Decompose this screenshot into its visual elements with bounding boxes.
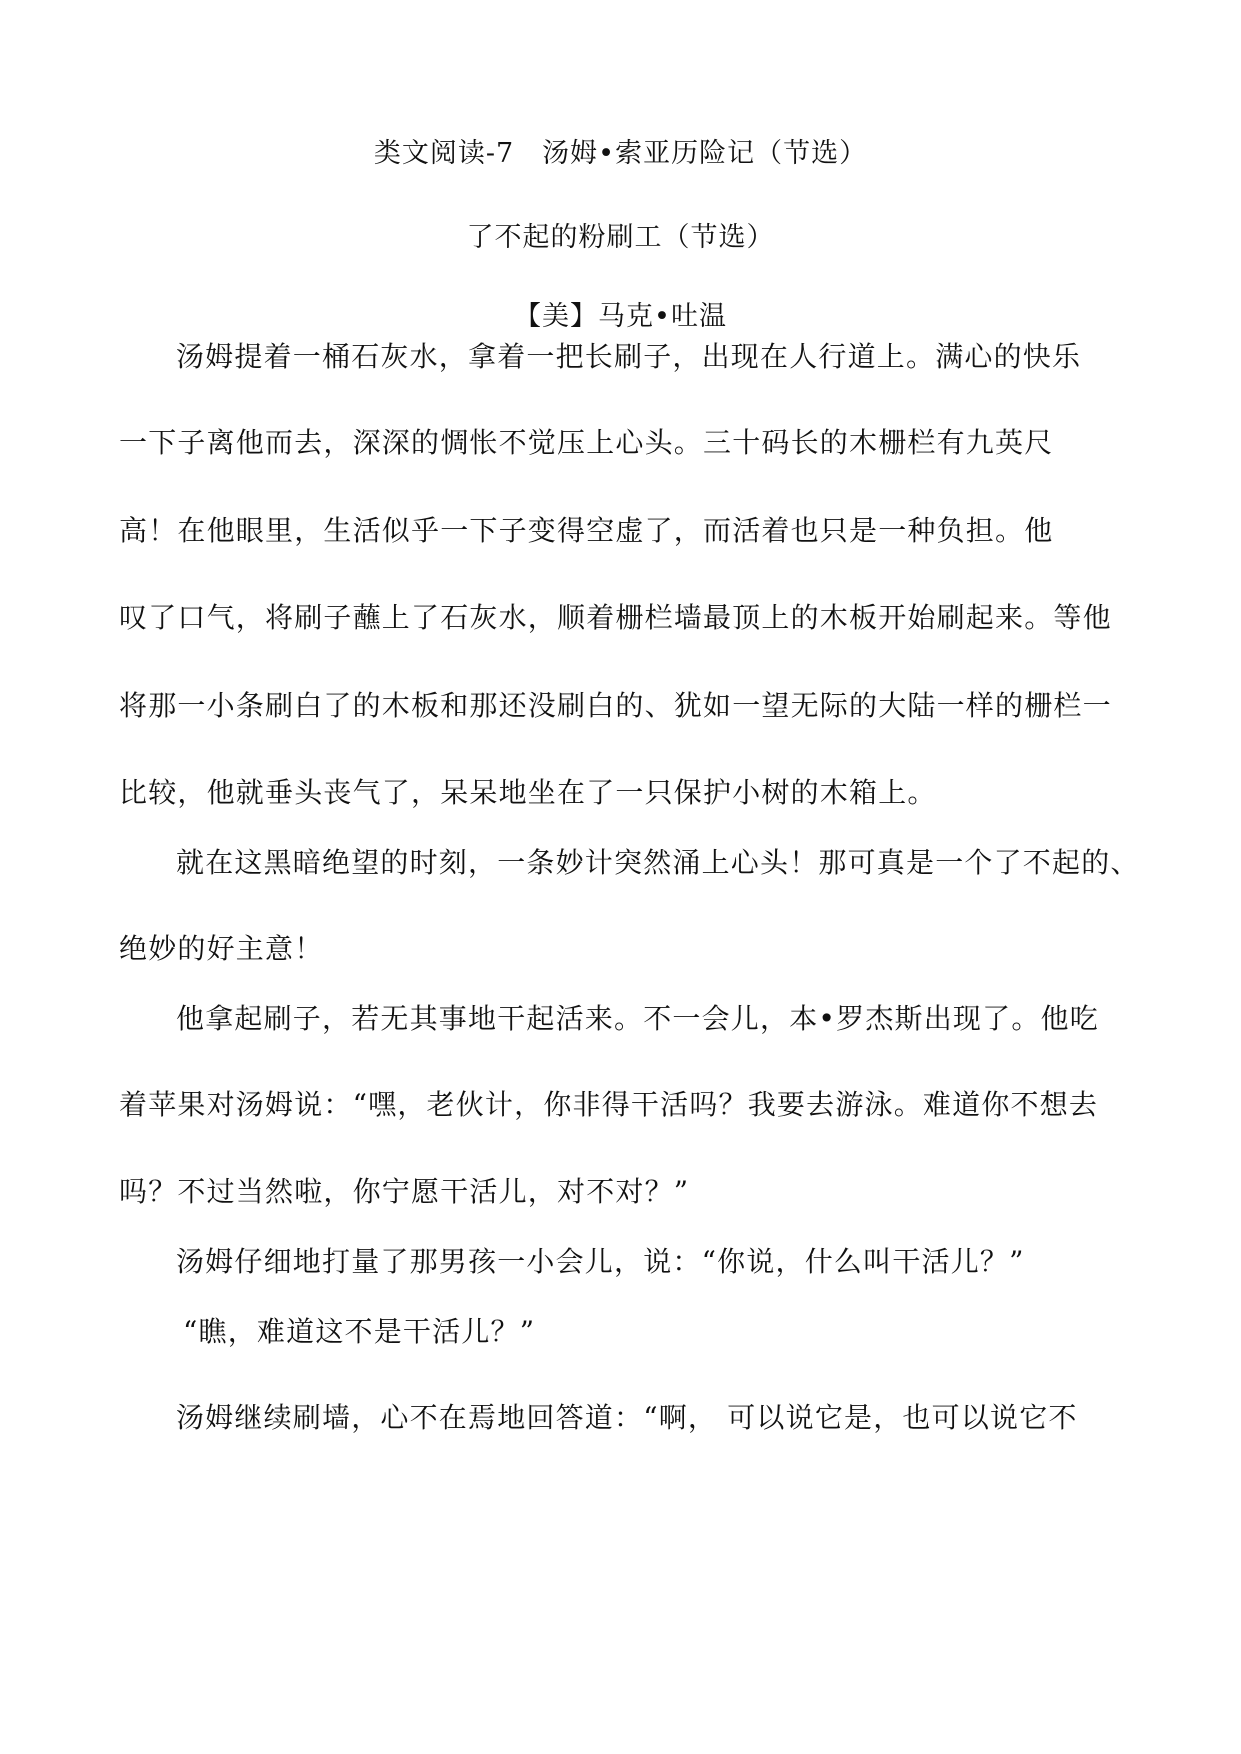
text-line: 汤姆仔细地打量了那男孩一小会儿，说：“你说，什么叫干活儿？”: [176, 1245, 1025, 1278]
document-author: 【美】马克•吐温: [514, 301, 727, 332]
text-line: 汤姆继续刷墙，心不在焉地回答道：“啊， 可以说它是，也可以说它不: [176, 1401, 1078, 1434]
text-line: 高！在他眼里，生活似乎一下子变得空虚了，而活着也只是一种负担。他: [119, 514, 1054, 547]
text-line: 叹了口气，将刷子蘸上了石灰水，顺着栅栏墙最顶上的木板开始刷起来。等他: [119, 601, 1112, 634]
text-line: 将那一小条刷白了的木板和那还没刷白的、犹如一望无际的大陆一样的栅栏一: [119, 689, 1112, 722]
text-line: 着苹果对汤姆说：“嘿，老伙计，你非得干活吗？我要去游泳。难道你不想去: [119, 1088, 1099, 1121]
text-line: 绝妙的好主意！: [119, 932, 324, 965]
text-line: 就在这黑暗绝望的时刻，一条妙计突然涌上心头！那可真是一个了不起的、: [176, 846, 1140, 879]
document-subtitle: 了不起的粉刷工（节选）: [466, 222, 775, 253]
text-line: 比较，他就垂头丧气了，呆呆地坐在了一只保护小树的木箱上。: [119, 776, 937, 809]
document-title: 类文阅读-7 汤姆•索亚历险记（节选）: [373, 138, 868, 169]
text-line: 他拿起刷子，若无其事地干起活来。不一会儿，本•罗杰斯出现了。他吃: [176, 1002, 1099, 1035]
text-line: 一下子离他而去，深深的惆怅不觉压上心头。三十码长的木栅栏有九英尺: [119, 426, 1054, 459]
text-line: 汤姆提着一桶石灰水，拿着一把长刷子，出现在人行道上。满心的快乐: [176, 340, 1082, 373]
text-line: 吗？不过当然啦，你宁愿干活儿，对不对？”: [119, 1175, 690, 1208]
text-line: “瞧，难道这不是干活儿？”: [183, 1315, 536, 1348]
